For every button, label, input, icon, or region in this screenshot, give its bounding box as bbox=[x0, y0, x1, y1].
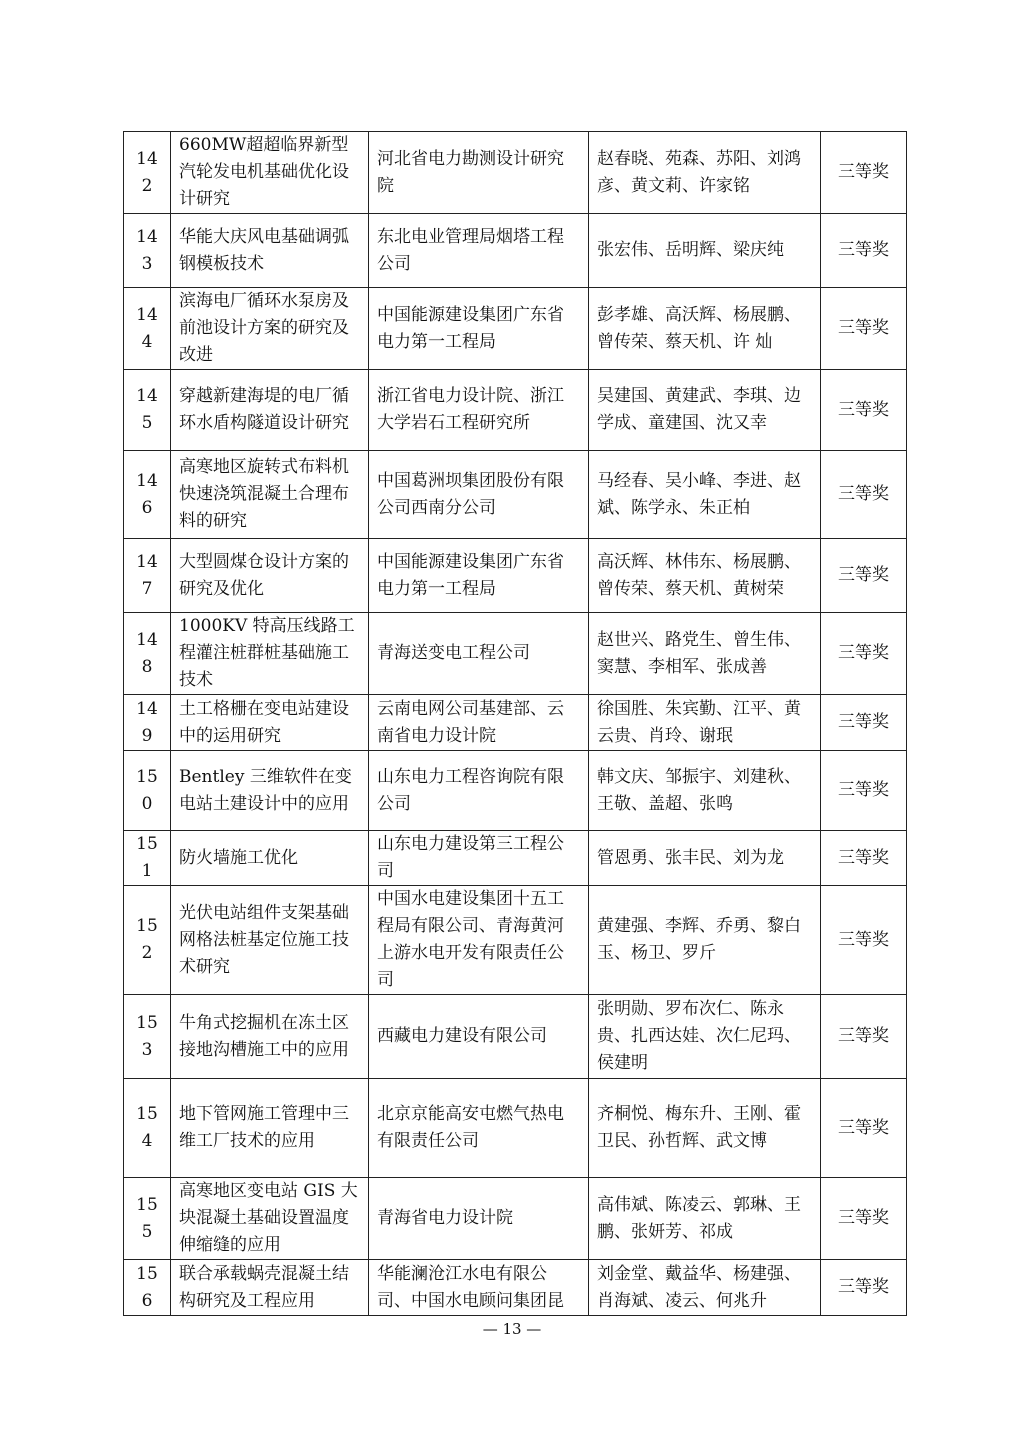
contributors-cell: 高沃辉、林伟东、杨展鹏、曾传荣、蔡天机、黄树荣 bbox=[589, 539, 821, 613]
organization-cell: 河北省电力勘测设计研究院 bbox=[369, 132, 589, 214]
organization-cell: 山东电力建设第三工程公司 bbox=[369, 831, 589, 886]
project-name-cell: 土工格栅在变电站建设中的运用研究 bbox=[171, 695, 369, 751]
project-name-cell: 1000KV 特高压线路工程灌注桩群桩基础施工技术 bbox=[171, 613, 369, 695]
table-row bbox=[124, 370, 907, 451]
organization-cell: 中国能源建设集团广东省电力第一工程局 bbox=[369, 288, 589, 370]
award-level-cell: 三等奖 bbox=[821, 214, 907, 288]
record-number-cell: 154 bbox=[124, 1079, 171, 1178]
organization-cell: 东北电业管理局烟塔工程公司 bbox=[369, 214, 589, 288]
organization-cell: 西藏电力建设有限公司 bbox=[369, 995, 589, 1079]
award-level-cell: 三等奖 bbox=[821, 1260, 907, 1316]
table-row bbox=[124, 1178, 907, 1260]
organization-cell: 中国水电建设集团十五工程局有限公司、青海黄河上游水电开发有限责任公司 bbox=[369, 886, 589, 995]
contributors-cell: 徐国胜、朱宾勤、江平、黄云贵、肖玲、谢珉 bbox=[589, 695, 821, 751]
award-level-cell: 三等奖 bbox=[821, 132, 907, 214]
award-level-cell: 三等奖 bbox=[821, 831, 907, 886]
contributors-cell: 吴建国、黄建武、李琪、边学成、童建国、沈又幸 bbox=[589, 370, 821, 451]
contributors-cell: 管恩勇、张丰民、刘为龙 bbox=[589, 831, 821, 886]
table-row bbox=[124, 132, 907, 214]
organization-cell: 北京京能高安屯燃气热电有限责任公司 bbox=[369, 1079, 589, 1178]
table-row bbox=[124, 831, 907, 886]
contributors-cell: 张宏伟、岳明辉、梁庆纯 bbox=[589, 214, 821, 288]
organization-cell: 云南电网公司基建部、云南省电力设计院 bbox=[369, 695, 589, 751]
award-level-cell: 三等奖 bbox=[821, 751, 907, 831]
record-number-cell: 152 bbox=[124, 886, 171, 995]
project-name-cell: 联合承载蜗壳混凝土结构研究及工程应用 bbox=[171, 1260, 369, 1316]
award-level-cell: 三等奖 bbox=[821, 613, 907, 695]
record-number-cell: 148 bbox=[124, 613, 171, 695]
award-level-cell: 三等奖 bbox=[821, 539, 907, 613]
organization-cell: 浙江省电力设计院、浙江大学岩石工程研究所 bbox=[369, 370, 589, 451]
organization-cell: 华能澜沧江水电有限公司、中国水电顾问集团昆 bbox=[369, 1260, 589, 1316]
table-row bbox=[124, 288, 907, 370]
page-number: — 13 — bbox=[482, 1320, 542, 1338]
project-name-cell: 660MW超超临界新型汽轮发电机基础优化设计研究 bbox=[171, 132, 369, 214]
record-number-cell: 155 bbox=[124, 1178, 171, 1260]
organization-cell: 中国葛洲坝集团股份有限公司西南分公司 bbox=[369, 451, 589, 539]
table-row bbox=[124, 886, 907, 995]
table-row bbox=[124, 695, 907, 751]
project-name-cell: 防火墙施工优化 bbox=[171, 831, 369, 886]
project-name-cell: 大型圆煤仓设计方案的研究及优化 bbox=[171, 539, 369, 613]
table-row bbox=[124, 451, 907, 539]
project-name-cell: 光伏电站组件支架基础网格法桩基定位施工技术研究 bbox=[171, 886, 369, 995]
record-number-cell: 142 bbox=[124, 132, 171, 214]
record-number-cell: 147 bbox=[124, 539, 171, 613]
project-name-cell: 牛角式挖掘机在冻土区接地沟槽施工中的应用 bbox=[171, 995, 369, 1079]
organization-cell: 山东电力工程咨询院有限公司 bbox=[369, 751, 589, 831]
record-number-cell: 156 bbox=[124, 1260, 171, 1316]
award-level-cell: 三等奖 bbox=[821, 451, 907, 539]
project-name-cell: 滨海电厂循环水泵房及前池设计方案的研究及改进 bbox=[171, 288, 369, 370]
record-number-cell: 153 bbox=[124, 995, 171, 1079]
table-row bbox=[124, 1079, 907, 1178]
contributors-cell: 高伟斌、陈凌云、郭琳、王鹏、张妍芳、祁成 bbox=[589, 1178, 821, 1260]
organization-cell: 中国能源建设集团广东省电力第一工程局 bbox=[369, 539, 589, 613]
contributors-cell: 齐桐悦、梅东升、王刚、霍卫民、孙哲辉、武文博 bbox=[589, 1079, 821, 1178]
table-row bbox=[124, 1260, 907, 1316]
award-level-cell: 三等奖 bbox=[821, 370, 907, 451]
record-number-cell: 144 bbox=[124, 288, 171, 370]
record-number-cell: 149 bbox=[124, 695, 171, 751]
project-name-cell: Bentley 三维软件在变电站土建设计中的应用 bbox=[171, 751, 369, 831]
project-name-cell: 穿越新建海堤的电厂循环水盾构隧道设计研究 bbox=[171, 370, 369, 451]
contributors-cell: 彭孝雄、高沃辉、杨展鹏、曾传荣、蔡天机、许 灿 bbox=[589, 288, 821, 370]
contributors-cell: 赵春晓、苑森、苏阳、刘鸿彦、黄文莉、许家铭 bbox=[589, 132, 821, 214]
project-name-cell: 高寒地区旋转式布料机快速浇筑混凝土合理布料的研究 bbox=[171, 451, 369, 539]
contributors-cell: 马经春、吴小峰、李进、赵斌、陈学永、朱正柏 bbox=[589, 451, 821, 539]
contributors-cell: 张明勋、罗布次仁、陈永贵、扎西达娃、次仁尼玛、侯建明 bbox=[589, 995, 821, 1079]
record-number-cell: 150 bbox=[124, 751, 171, 831]
award-level-cell: 三等奖 bbox=[821, 288, 907, 370]
table-row bbox=[124, 995, 907, 1079]
table-row bbox=[124, 751, 907, 831]
awards-table-body bbox=[124, 132, 907, 1316]
contributors-cell: 韩文庆、邹振宇、刘建秋、王敬、盖超、张鸣 bbox=[589, 751, 821, 831]
project-name-cell: 地下管网施工管理中三维工厂技术的应用 bbox=[171, 1079, 369, 1178]
table-row bbox=[124, 613, 907, 695]
awards-table bbox=[123, 131, 907, 1316]
award-level-cell: 三等奖 bbox=[821, 886, 907, 995]
award-level-cell: 三等奖 bbox=[821, 1079, 907, 1178]
organization-cell: 青海省电力设计院 bbox=[369, 1178, 589, 1260]
project-name-cell: 高寒地区变电站 GIS 大块混凝土基础设置温度伸缩缝的应用 bbox=[171, 1178, 369, 1260]
contributors-cell: 黄建强、李辉、乔勇、黎白玉、杨卫、罗斤 bbox=[589, 886, 821, 995]
contributors-cell: 赵世兴、路党生、曾生伟、窦慧、李相军、张成善 bbox=[589, 613, 821, 695]
award-level-cell: 三等奖 bbox=[821, 695, 907, 751]
table-row bbox=[124, 539, 907, 613]
table-row bbox=[124, 214, 907, 288]
award-level-cell: 三等奖 bbox=[821, 995, 907, 1079]
contributors-cell: 刘金堂、戴益华、杨建强、肖海斌、凌云、何兆升 bbox=[589, 1260, 821, 1316]
project-name-cell: 华能大庆风电基础调弧钢模板技术 bbox=[171, 214, 369, 288]
record-number-cell: 151 bbox=[124, 831, 171, 886]
record-number-cell: 146 bbox=[124, 451, 171, 539]
record-number-cell: 143 bbox=[124, 214, 171, 288]
organization-cell: 青海送变电工程公司 bbox=[369, 613, 589, 695]
record-number-cell: 145 bbox=[124, 370, 171, 451]
award-level-cell: 三等奖 bbox=[821, 1178, 907, 1260]
